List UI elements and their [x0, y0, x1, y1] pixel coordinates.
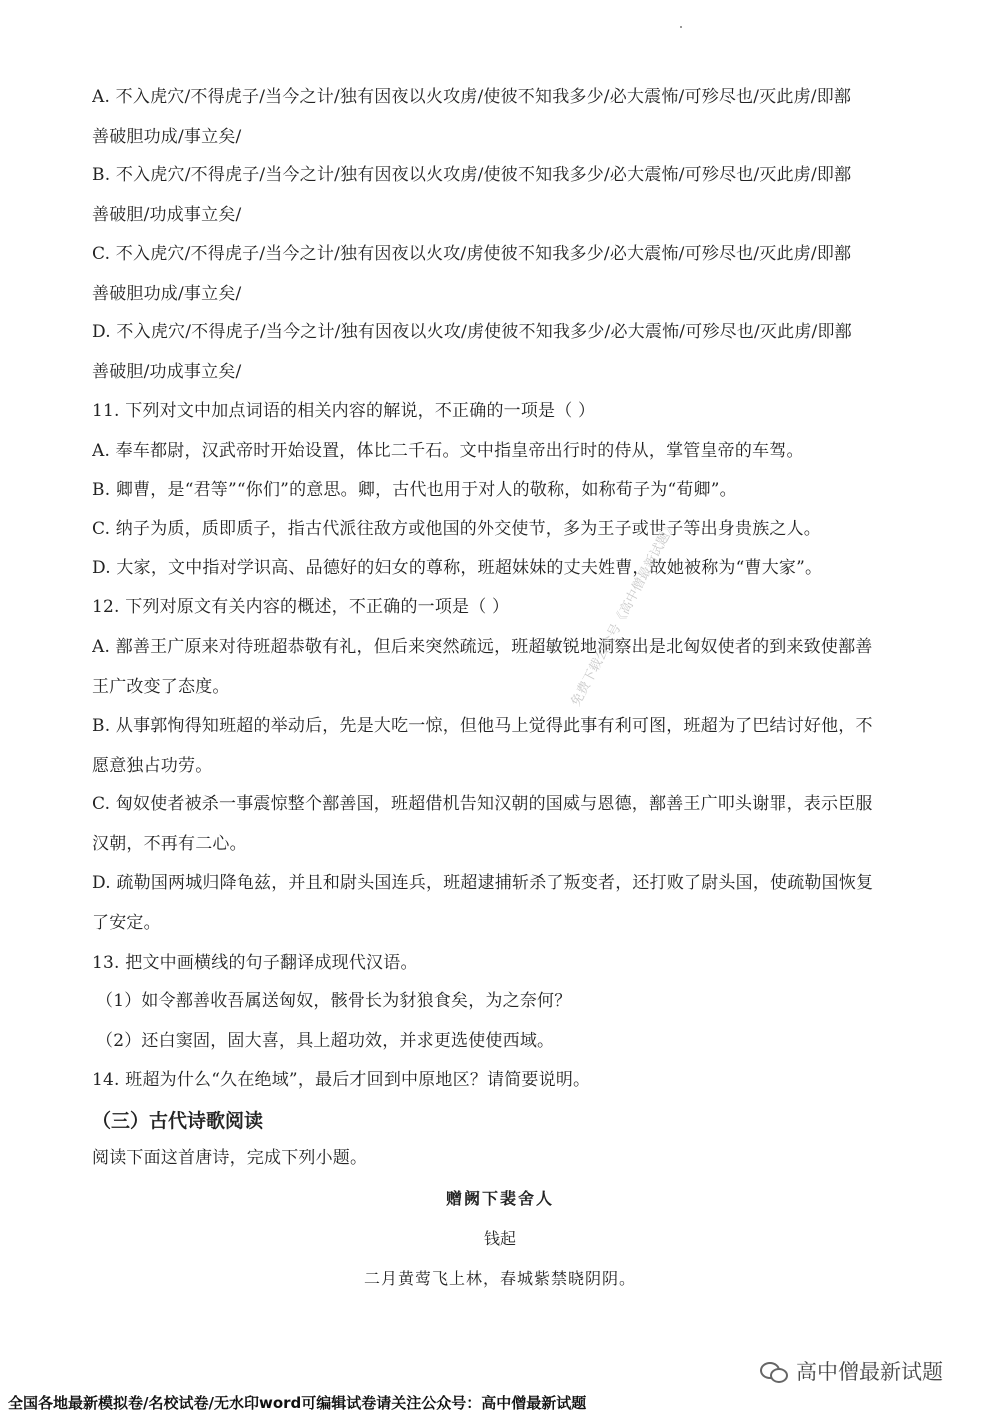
question-12: 12. 下列对原文有关内容的概述，不正确的一项是（ ） — [92, 597, 510, 617]
q13-sentence-1: （1）如令鄯善收吾属送匈奴，骸骨长为豺狼食矣，为之奈何？ — [96, 991, 572, 1011]
question-11: 11. 下列对文中加点词语的相关内容的解说，不正确的一项是（ ） — [92, 401, 596, 421]
wechat-icon — [760, 1360, 788, 1382]
brand-name: 高中僧最新试题 — [796, 1360, 943, 1384]
q12-option-a-line2: 王广改变了态度。 — [92, 677, 230, 697]
q10-option-a-line1: A. 不入虎穴/不得虎子/当今之计/独有因夜以火攻虏/使彼不知我多少/必大震怖/可殄尽也/灭此虏/即鄯 — [92, 87, 852, 107]
footer-note: 全国各地最新模拟卷/名校试卷/无水印word可编辑试卷请关注公众号：高中僧最新试题 — [8, 1394, 587, 1412]
q12-option-a-line1: A. 鄯善王广原来对待班超恭敬有礼，但后来突然疏远，班超敏锐地洞察出是北匈奴使者的到来致使鄯善 — [92, 637, 873, 657]
question-13: 13. 把文中画横线的句子翻译成现代汉语。 — [92, 953, 418, 973]
q10-option-a-line2: 善破胆功成/事立矣/ — [92, 127, 242, 147]
q11-option-b: B. 卿曹，是“君等”“你们”的意思。卿，古代也用于对人的敬称，如称荀子为“荀卿”。 — [92, 480, 737, 500]
q10-option-d-line2: 善破胆/功成事立矣/ — [92, 362, 242, 382]
q12-option-c-line1: C. 匈奴使者被杀一事震惊整个鄯善国，班超借机告知汉朝的国威与恩德，鄯善王广叩头谢罪，表示臣服 — [92, 794, 873, 814]
q11-option-d: D. 大家，文中指对学识高、品德好的妇女的尊称，班超妹妹的丈夫姓曹，故她被称为“曹大家”。 — [92, 558, 823, 578]
poem-author: 钱起 — [483, 1229, 516, 1248]
q12-option-b-line2: 愿意独占功劳。 — [92, 756, 213, 776]
poem-first-line: 二月黄莺飞上林，春城紫禁晓阴阴。 — [363, 1269, 636, 1288]
brand-badge — [760, 1356, 943, 1386]
watermark-text: 免费下载公众号《高中僧最新试题》 — [568, 518, 680, 709]
q13-sentence-2: （2）还白窦固，固大喜，具上超功效，并求更选使使西域。 — [96, 1031, 555, 1051]
q11-option-c: C. 纳子为质，质即质子，指古代派往敌方或他国的外交使节，多为王子或世子等出身贵族之人。 — [92, 519, 822, 539]
q10-option-b-line1: B. 不入虎穴/不得虎子/当今之计/独有因夜以火攻虏/使彼不知我多少/必大震怖/可殄尽也/灭此虏/即鄯 — [92, 165, 852, 185]
section-heading: （三）古代诗歌阅读 — [92, 1110, 264, 1132]
q12-option-c-line2: 汉朝，不再有二心。 — [92, 834, 247, 854]
q10-option-d-line1: D. 不入虎穴/不得虎子/当今之计/独有因夜以火攻/虏使彼不知我多少/必大震怖/可殄尽也/灭此虏/即鄯 — [92, 322, 852, 342]
q10-option-c-line1: C. 不入虎穴/不得虎子/当今之计/独有因夜以火攻/虏使彼不知我多少/必大震怖/可殄尽也/灭此虏/即鄯 — [92, 244, 852, 264]
q10-option-b-line2: 善破胆/功成事立矣/ — [92, 205, 242, 225]
question-14: 14. 班超为什么“久在绝域”，最后才回到中原地区？请简要说明。 — [92, 1070, 591, 1090]
poem-title: 赠阙下裴舍人 — [445, 1189, 554, 1208]
scan-speck — [680, 26, 682, 28]
reading-instruction: 阅读下面这首唐诗，完成下列小题。 — [92, 1148, 368, 1168]
q12-option-d-line2: 了安定。 — [92, 913, 161, 933]
q11-option-a: A. 奉车都尉，汉武帝时开始设置，体比二千石。文中指皇帝出行时的侍从，掌管皇帝的车驾。 — [92, 441, 804, 461]
q12-option-b-line1: B. 从事郭恂得知班超的举动后，先是大吃一惊，但他马上觉得此事有利可图，班超为了巴结讨好他，不 — [92, 716, 873, 736]
q12-option-d-line1: D. 疏勒国两城归降龟兹，并且和尉头国连兵，班超逮捕斩杀了叛变者，还打败了尉头国，使疏勒国恢复 — [92, 873, 874, 893]
q10-option-c-line2: 善破胆功成/事立矣/ — [92, 284, 242, 304]
